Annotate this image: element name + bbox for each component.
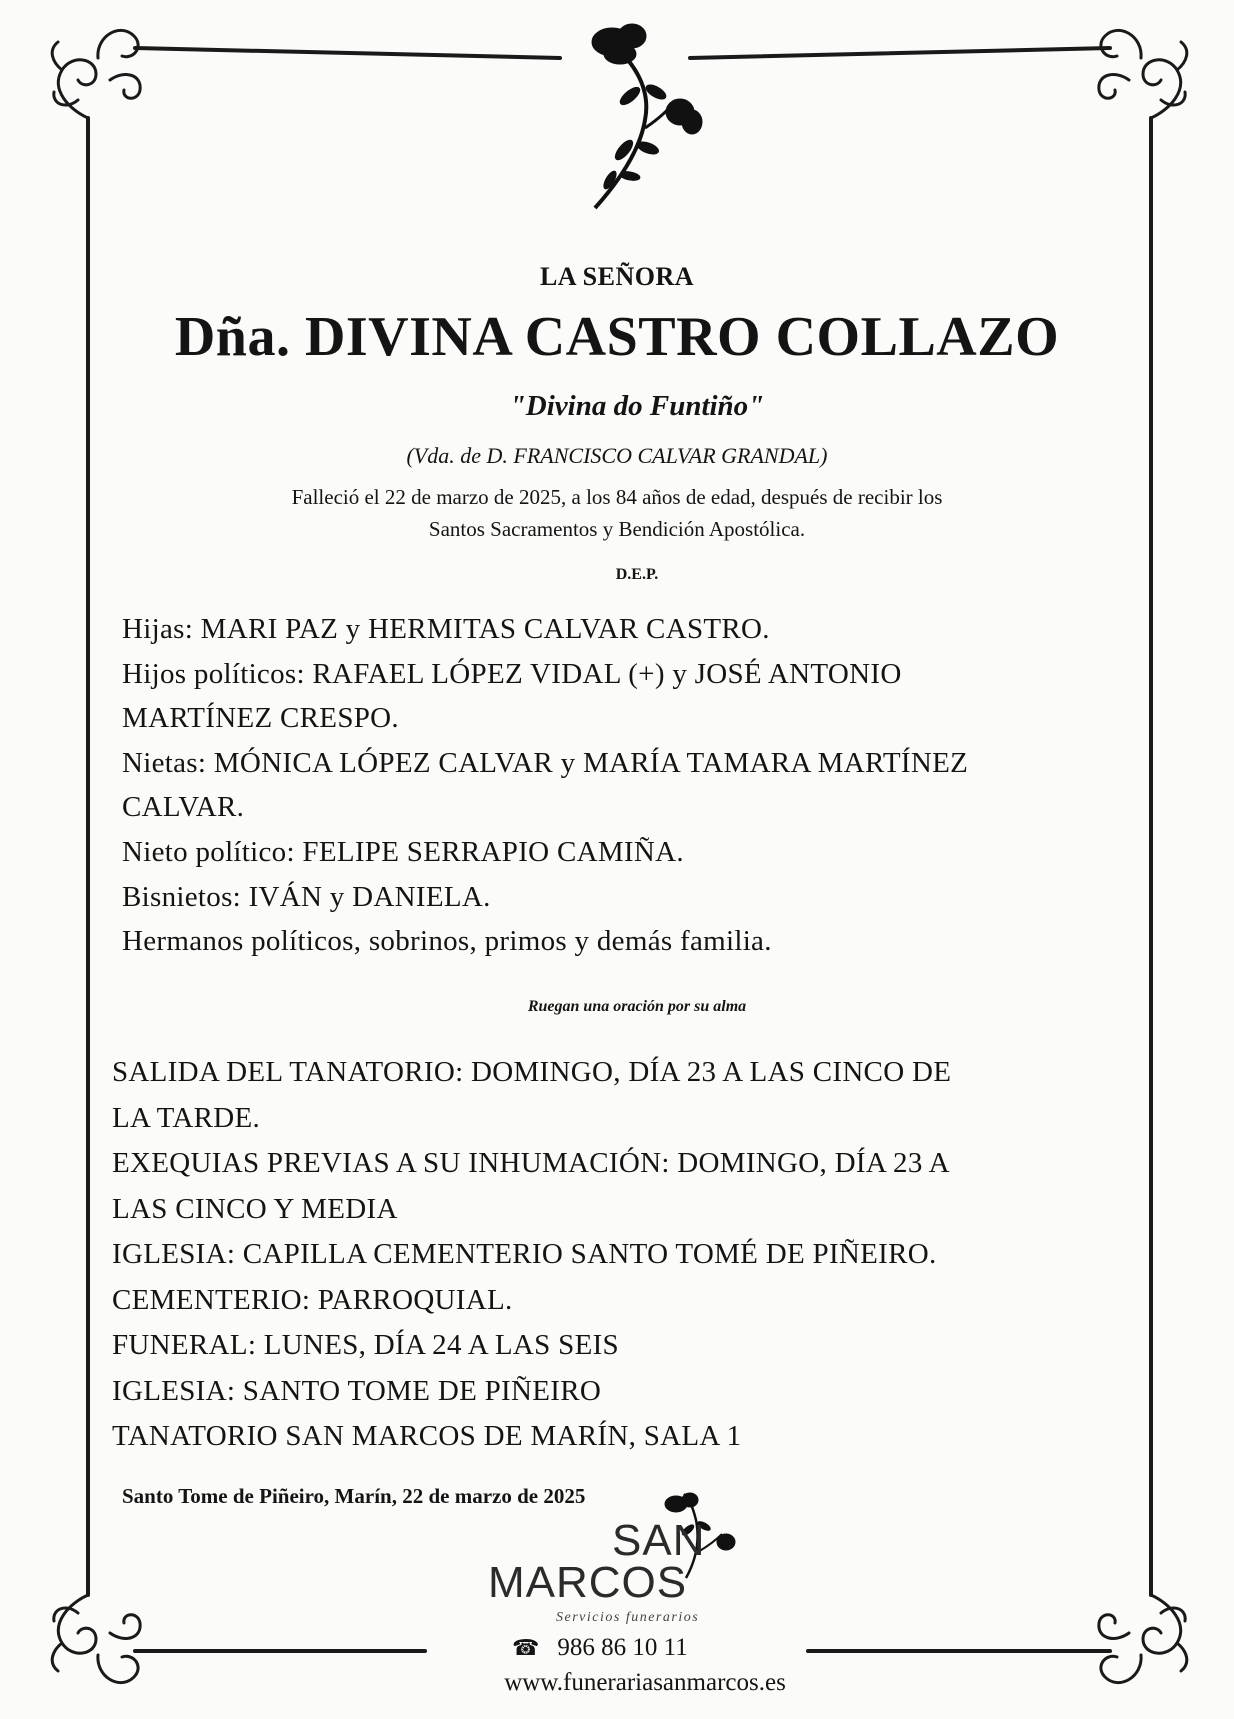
ceremony-line: CEMENTERIO: PARROQUIAL.: [112, 1283, 513, 1316]
family-line: Nieto político: FELIPE SERRAPIO CAMIÑA.: [122, 835, 684, 868]
dep-label: D.E.P.: [615, 566, 659, 583]
family-line: Hijas: MARI PAZ y HERMITAS CALVAR CASTRO.: [122, 613, 770, 645]
death-line-2: Santos Sacramentos y Bendición Apostólica.: [428, 517, 806, 541]
family-line: MARTÍNEZ CRESPO.: [122, 702, 399, 735]
telephone-icon: ☎: [512, 1636, 540, 1661]
logo-text-marcos: MARCOS: [488, 1558, 688, 1607]
intro-heading: LA SEÑORA: [539, 262, 695, 291]
flourish-top-right: [1099, 30, 1187, 118]
phone-number[interactable]: 986 86 10 11: [557, 1634, 688, 1661]
flourish-top-left: [52, 30, 140, 118]
ceremony-line: FUNERAL: LUNES, DÍA 24 A LAS SEIS: [112, 1329, 619, 1361]
flower-icon: [592, 24, 702, 208]
family-line: Bisnietos: IVÁN y DANIELA.: [122, 880, 491, 913]
ceremony-details: [112, 1050, 951, 1460]
family-line: Hermanos políticos, sobrinos, primos y demás familia.: [122, 925, 772, 958]
ceremony-line: IGLESIA: CAPILLA CEMENTERIO SANTO TOMÉ DE PIÑEIRO.: [112, 1238, 937, 1270]
ceremony-line: TANATORIO SAN MARCOS DE MARÍN, SALA 1: [112, 1420, 742, 1452]
logo-text-san: SAN: [612, 1516, 706, 1565]
place-and-date: Santo Tome de Piñeiro, Marín, 22 de marzo de 2025: [122, 1484, 586, 1508]
website-link[interactable]: www.funerariasanmarcos.es: [504, 1669, 786, 1696]
nickname: "Divina do Funtiño": [509, 390, 765, 422]
deceased-name: Dña. DIVINA CASTRO COLLAZO: [174, 306, 1060, 368]
death-notice: [230, 481, 1004, 545]
death-line-1: Falleció el 22 de marzo de 2025, a los 84 años de edad, después de recibir los: [291, 485, 943, 509]
logo-subtitle: Servicios funerarios: [556, 1610, 700, 1625]
ceremony-line: LAS CINCO Y MEDIA: [112, 1192, 398, 1225]
ceremony-line: LA TARDE.: [112, 1101, 261, 1134]
prayer-request: Ruegan una oración por su alma: [527, 998, 747, 1015]
family-list: [122, 607, 968, 964]
ceremony-line: EXEQUIAS PREVIAS A SU INHUMACIÓN: DOMINGO, DÍA 23 A: [112, 1147, 950, 1179]
ceremony-line: SALIDA DEL TANATORIO: DOMINGO, DÍA 23 A LAS CINCO DE: [112, 1056, 952, 1088]
family-line: CALVAR.: [122, 791, 245, 824]
widow-of: (Vda. de D. FRANCISCO CALVAR GRANDAL): [406, 443, 828, 468]
phone-row: [512, 1634, 688, 1662]
family-line: Hijos políticos: RAFAEL LÓPEZ VIDAL (+) y JOSÉ ANTONIO: [122, 657, 902, 690]
ceremony-line: IGLESIA: SANTO TOME DE PIÑEIRO: [112, 1374, 602, 1407]
family-line: Nietas: MÓNICA LÓPEZ CALVAR y MARÍA TAMARA MARTÍNEZ: [122, 746, 969, 779]
